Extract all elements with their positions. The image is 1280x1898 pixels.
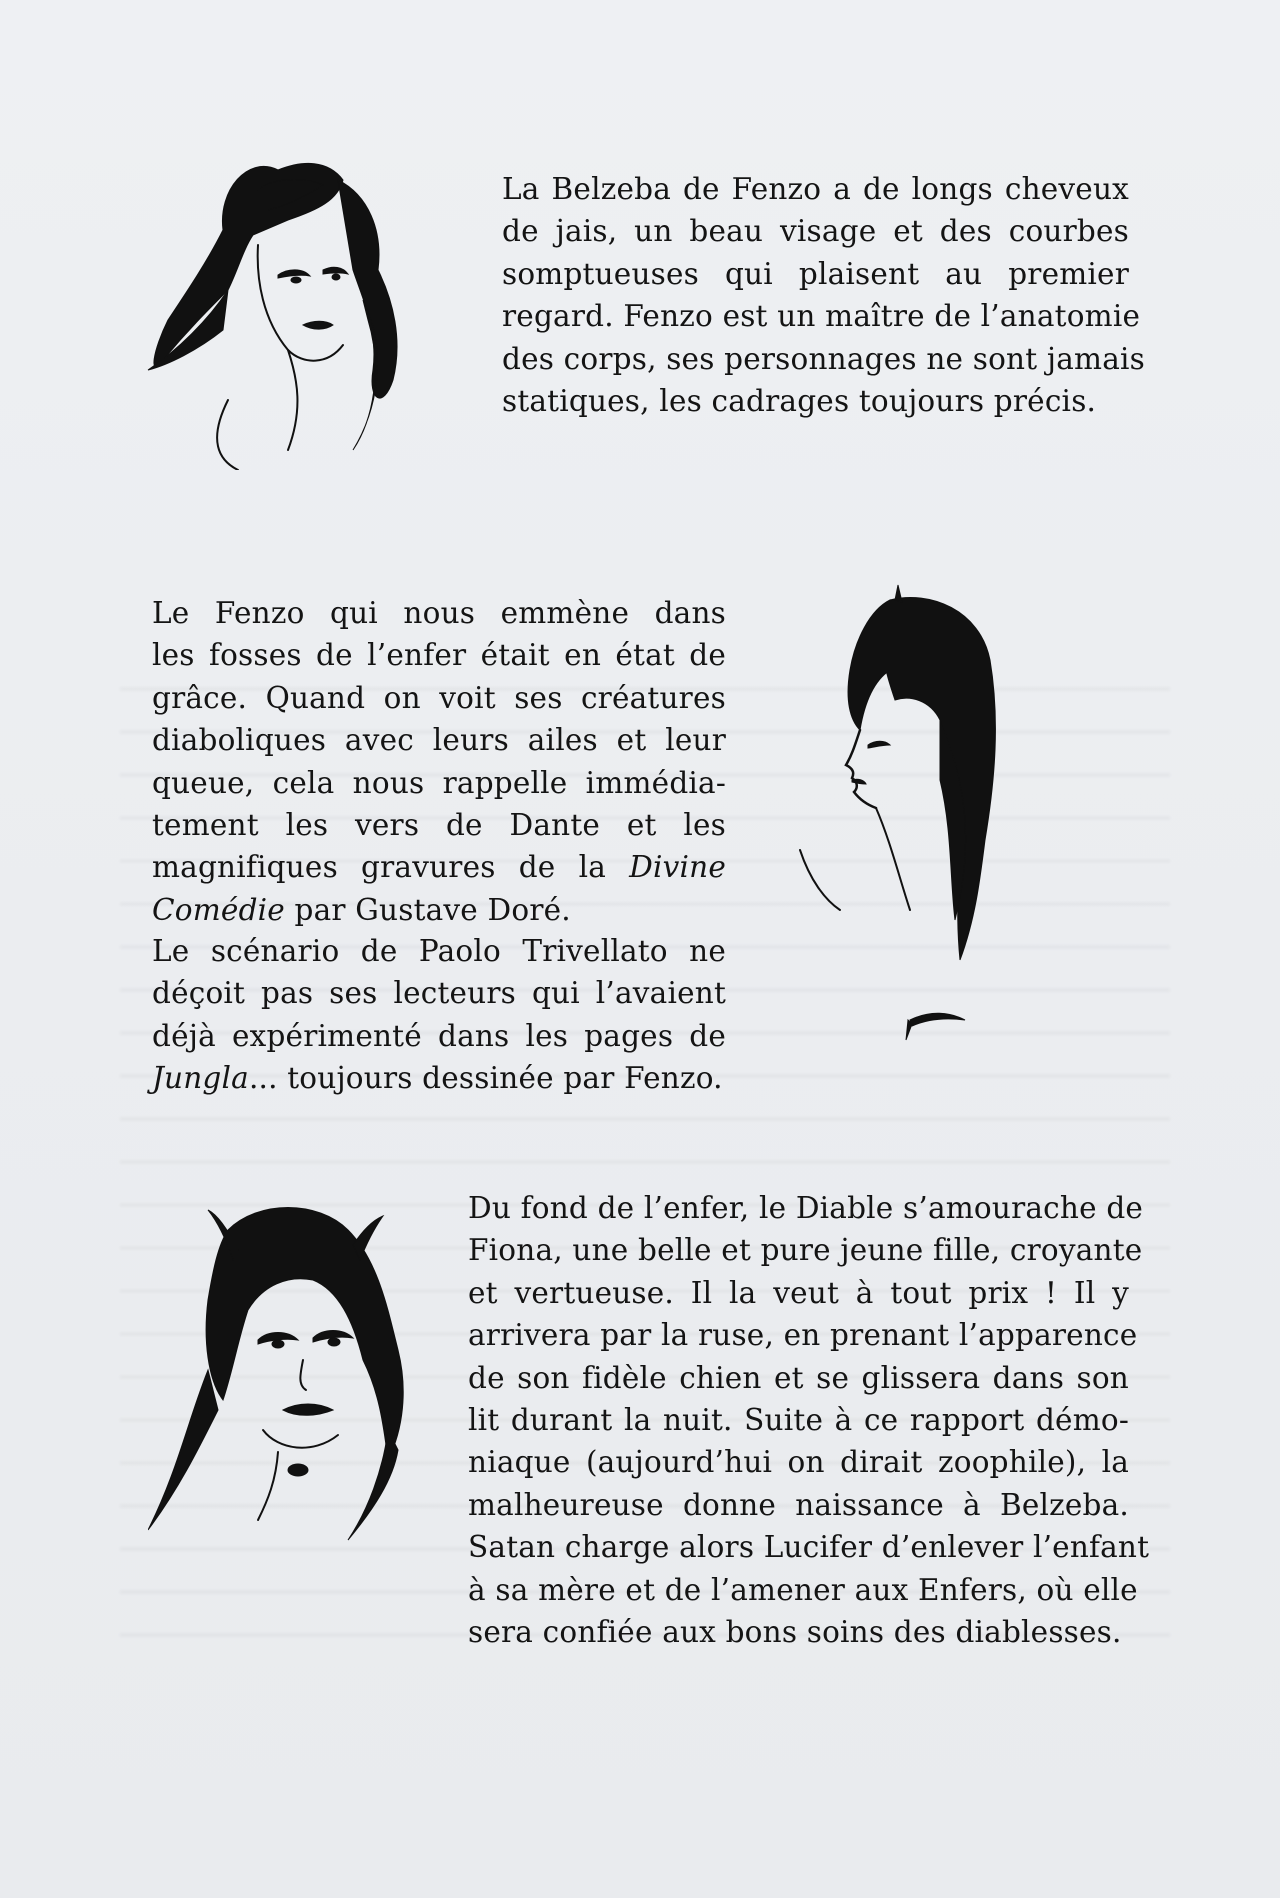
paragraph-scenario <box>152 930 726 1100</box>
devil-woman-portrait-sketch <box>148 1190 448 1550</box>
text-line: arrivera par la ruse, en prenant l’apparence <box>468 1318 1138 1353</box>
title-italic: Jungla <box>152 1061 249 1096</box>
text-line: malheureuse donne naissance à Belzeba. <box>468 1487 1129 1522</box>
text-line: les fosses de l’enfer était en état de <box>152 638 726 673</box>
paragraph-story-summary <box>468 1187 1150 1653</box>
text-line: sera confiée aux bons soins des diablesses. <box>468 1615 1122 1650</box>
text-line: Satan charge alors Lucifer d’enlever l’enfant <box>468 1530 1150 1565</box>
profile-portrait-sketch <box>780 580 1020 1060</box>
text-line: diaboliques avec leurs ailes et leur <box>152 723 726 758</box>
text-line: Fiona, une belle et pure jeune fille, croyante <box>468 1233 1143 1268</box>
text-line: Le Fenzo qui nous emmène dans <box>152 596 726 630</box>
text-line <box>152 1057 726 1099</box>
text-line: et vertueuse. Il la veut à tout prix ! Il y <box>468 1275 1129 1310</box>
text-line: regard. Fenzo est un maître de l’anatomie <box>502 299 1141 334</box>
text-line <box>152 889 726 931</box>
text-line: Le scénario de Paolo Trivellato ne <box>152 934 726 968</box>
text-line: à sa mère et de l’amener aux Enfers, où elle <box>468 1572 1138 1607</box>
text-line: La Belzeba de Fenzo a de longs cheveux <box>502 172 1129 206</box>
title-italic: Comédie <box>152 892 285 927</box>
text-line: queue, cela nous rappelle immédia- <box>152 765 726 800</box>
text-line: tement les vers de Dante et les <box>152 808 726 843</box>
text-fragment: ... toujours dessinée par Fenzo. <box>248 1061 723 1096</box>
text-line: somptueuses qui plaisent au premier <box>502 256 1129 291</box>
text-line: lit durant la nuit. Suite à ce rapport démo- <box>468 1403 1129 1438</box>
text-fragment: par Gustave Doré. <box>284 892 571 927</box>
text-line <box>152 846 726 888</box>
text-line: des corps, ses personnages ne sont jamais <box>502 341 1145 376</box>
text-line: grâce. Quand on voit ses créatures <box>152 680 726 715</box>
text-line: déçoit pas ses lecteurs qui l’avaient <box>152 976 726 1011</box>
text-line: niaque (aujourd’hui on dirait zoophile), la <box>468 1445 1129 1480</box>
text-line: statiques, les cadrages toujours précis. <box>502 384 1097 419</box>
text-line: de jais, un beau visage et des courbes <box>502 214 1129 249</box>
text-fragment: magnifiques gravures de la <box>152 850 630 885</box>
text-line: de son fidèle chien et se glissera dans son <box>468 1360 1129 1395</box>
text-line: Du fond de l’enfer, le Diable s’amourache de <box>468 1191 1144 1225</box>
paragraph-belzeba-description <box>502 168 1145 422</box>
belzeba-portrait-sketch <box>128 150 458 470</box>
paragraph-fenzo-enfer <box>152 592 726 931</box>
title-italic: Divine <box>629 850 726 885</box>
text-line: déjà expérimenté dans les pages de <box>152 1018 726 1053</box>
